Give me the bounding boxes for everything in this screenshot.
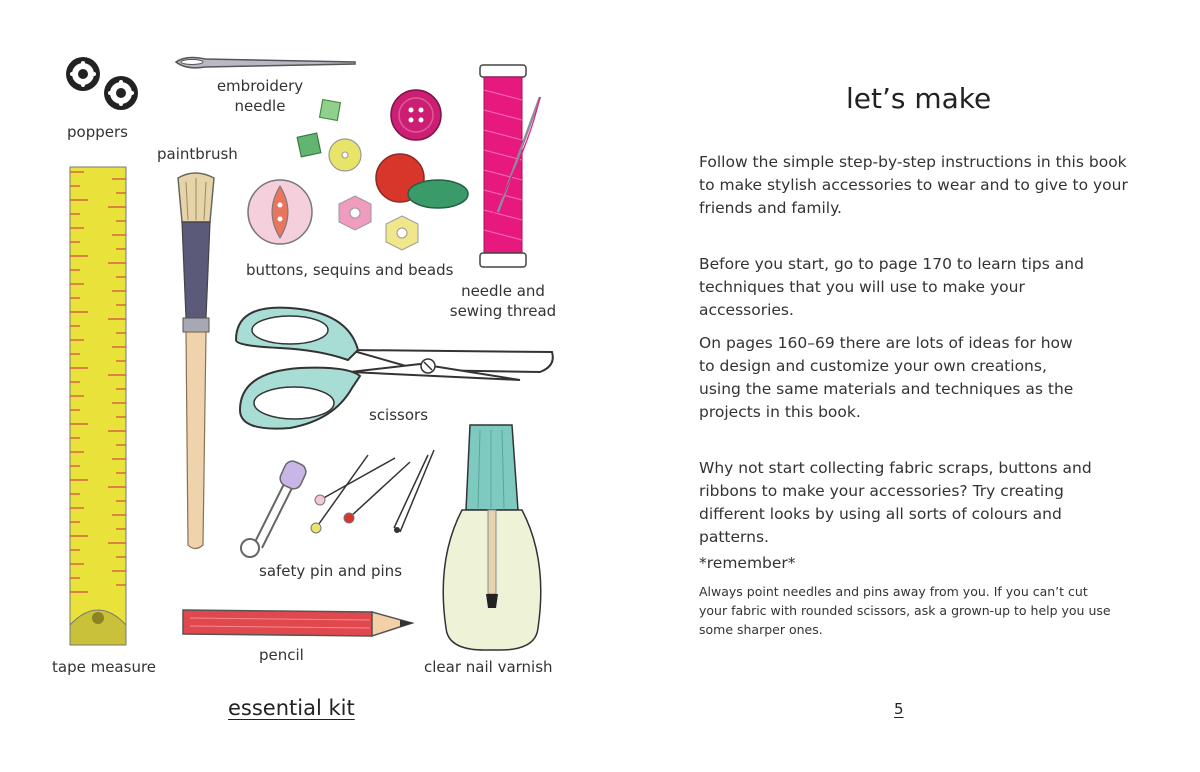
right-page <box>600 0 1200 772</box>
label-paintbrush: paintbrush <box>157 145 238 163</box>
label-tape-measure: tape measure <box>52 658 157 676</box>
remember-heading: *remember* <box>699 554 796 572</box>
paragraph-before-you-start: Before you start, go to page 170 to learn tips and techniques that you will use to make your accessories. <box>699 255 1084 319</box>
label-pencil: pencil <box>259 646 304 664</box>
page-heading: let’s make <box>846 82 992 115</box>
label-poppers: poppers <box>67 123 128 141</box>
label-needle-thread: needle and sewing thread <box>449 282 557 320</box>
safety-pin-pins-icon <box>241 450 434 557</box>
poppers-icon <box>66 57 138 110</box>
pencil-icon <box>183 610 414 636</box>
paintbrush-icon <box>178 173 214 549</box>
nail-varnish-icon <box>443 425 541 650</box>
label-clear-nail-varnish: clear nail varnish <box>424 658 553 676</box>
label-scissors: scissors <box>369 406 429 424</box>
label-embroidery-needle: embroidery needle <box>216 77 304 115</box>
paragraph-ideas: On pages 160–69 there are lots of ideas for how to design and customize your own creations, using the same materials and techniques as the projects in this book. <box>699 334 1074 421</box>
paragraph-collecting: Why not start collecting fabric scraps, buttons and ribbons to make your accessories? Try creating different looks by using all sorts of colours and patterns. <box>699 459 1092 546</box>
tape-measure-icon <box>70 167 126 645</box>
essential-kit-title: essential kit <box>228 696 355 720</box>
embroidery-needle-icon <box>176 58 355 68</box>
paragraph-intro: Follow the simple step-by-step instructions in this book to make stylish accessories to wear and to give to your friends and family. <box>699 153 1128 217</box>
needle-thread-icon <box>480 65 540 267</box>
page-number: 5 <box>894 700 904 718</box>
remember-text: Always point needles and pins away from you. If you can’t cut your fabric with rounded scissors, ask a grown-up to help you use some sharper ones. <box>699 584 1111 637</box>
label-safety-pin-pins: safety pin and pins <box>259 562 403 580</box>
label-buttons-sequins-beads: buttons, sequins and beads <box>246 261 454 279</box>
